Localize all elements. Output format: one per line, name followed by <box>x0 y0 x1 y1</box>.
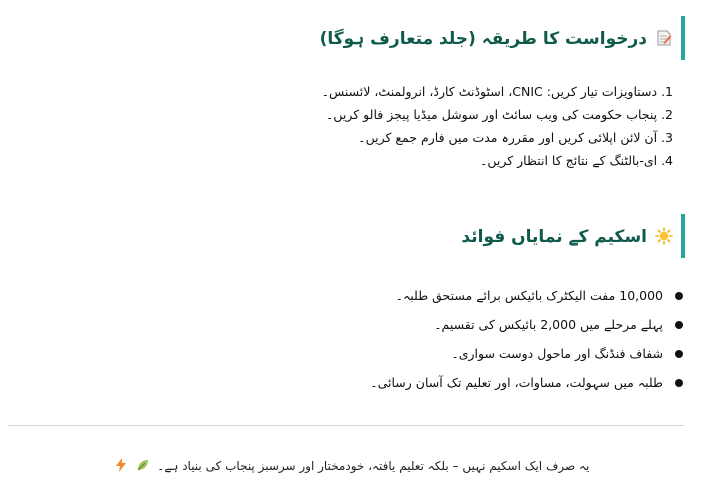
list-item: 2. پنجاب حکومت کی ویب سائٹ اور سوشل میڈیا پیجز فالو کریں۔ <box>326 107 673 122</box>
divider <box>8 425 684 426</box>
benefits-title: اسکیم کے نمایاں فوائد <box>461 226 647 247</box>
footer-text: یہ صرف ایک اسکیم نہیں – بلکہ تعلیم یافتہ، خودمختار اور سرسبز پنجاب کی بنیاد ہے۔ <box>157 459 590 473</box>
benefit-text: 10,000 مفت الیکٹرک بائیکس برائے مستحق طلبہ۔ <box>395 288 663 303</box>
benefit-text: طلبہ میں سہولت، مساوات، اور تعلیم تک آسان رسائی۔ <box>370 375 663 390</box>
benefit-text: شفاف فنڈنگ اور ماحول دوست سواری۔ <box>451 346 663 361</box>
list-item <box>370 368 683 397</box>
sun-icon <box>655 227 673 245</box>
list-item: 3. آن لائن اپلائی کریں اور مقررہ مدت میں فارم جمع کریں۔ <box>358 130 673 145</box>
list-item <box>370 339 683 368</box>
benefit-text: پہلے مرحلے میں 2,000 بائیکس کی تقسیم۔ <box>434 317 663 332</box>
benefits-header <box>461 214 685 258</box>
list-item <box>370 310 683 339</box>
bullet <box>675 292 683 300</box>
how-to-apply-title: درخواست کا طریقہ (جلد متعارف ہوگا) <box>319 28 647 49</box>
benefits-list <box>370 281 683 397</box>
footer <box>0 458 701 475</box>
steps-list <box>322 80 673 172</box>
lightning-icon <box>115 458 127 475</box>
bullet <box>675 321 683 329</box>
list-item: 1. دستاویزات تیار کریں: CNIC، اسٹوڈنٹ کارڈ، انرولمنٹ، لائسنس۔ <box>321 84 673 99</box>
list-item <box>370 281 683 310</box>
bullet <box>675 379 683 387</box>
bullet <box>675 350 683 358</box>
list-item: 4. ای-بالٹنگ کے نتائج کا انتظار کریں۔ <box>480 153 673 168</box>
memo-icon <box>655 29 673 47</box>
how-to-apply-header <box>320 16 685 60</box>
leaf-icon <box>136 458 150 475</box>
